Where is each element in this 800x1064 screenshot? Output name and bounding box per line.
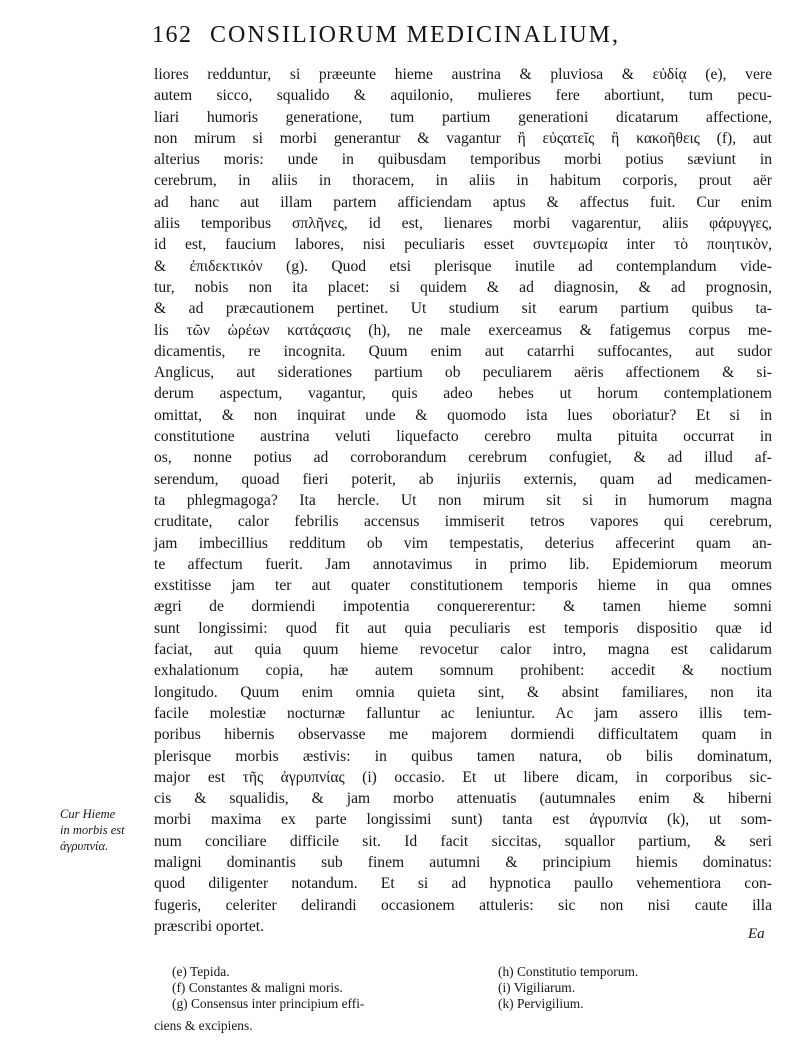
text-line: liari humoris generatione, tum partium generationi dicatarum affectione, [154,108,772,126]
margin-note-line: Cur Hieme [60,807,116,821]
text-line: lis τῶν ὡρέων κατάςασις (h), ne male exerceamus & fatigemus corpus me- [154,321,772,339]
text-line: serendum, quoad fieri poterit, ab injuriis externis, quam ad medicamen- [154,470,772,488]
text-line: maligni dominantis sub finem autumni & principium hiemis dominatus: [154,853,772,871]
text-line: & ἐπιδεκτικόν (g). Quod etsi plerisque inutile ad contemplandum vide- [154,257,772,275]
text-line: morbi maxima ex parte longissimi sunt) tanta est ἀγρυπνία (k), ut som- [154,811,772,829]
text-line: te affectum fuerit. Jam annotavimus in primo lib. Epidemiorum meorum [154,555,772,573]
main-text-block [154,64,772,937]
text-line: dicamentis, re incognita. Quum enim aut catarrhi suffocantes, aut sudor [154,342,772,360]
text-line: exstitisse jam ter aut quater constitutionem temporis hieme in qua omnes [154,577,772,595]
text-line: omittat, & non inquirat unde & quomodo ista lues oboriatur? Et si in [154,406,772,424]
text-line: id est, faucium labores, nisi peculiaris esset συντεμωρία inter τὸ ποιητικὸν, [154,236,772,254]
text-line: ægri de dormiendi impotentia conquererentur: & tamen hieme somni [154,598,772,616]
text-line: derum aspectum, vagantur, quis adeo hebes ut horum contemplationem [154,385,772,403]
text-line: exhalationum copia, hæ autem somnum prohibent: accedit & noctium [154,662,772,680]
margin-note-line: ἀγρυπνία. [60,839,109,853]
running-title: CONSILIORUM MEDICINALIUM, [210,22,620,48]
footnote: (k) Pervigilium. [498,996,584,1011]
text-line: sunt longissimi: quod fit aut quia peculiaris est temporis dispositio quæ id [154,619,772,637]
margin-note [60,806,152,854]
text-line: ta phlegmagoga? Ita hercle. Ut non mirum sit si in humorum magna [154,491,772,509]
text-line: fugeris, celeriter delirandi occasionem attuleris: sic non nisi caute illa [154,896,772,914]
text-line: aliis temporibus σπλῆνες, id est, lienares morbi vagarentur, aliis φάρυγγες, [154,215,772,233]
text-line: tur, nobis non ita placet: si quidem & ad diagnosin, & ad prognosin, [154,278,772,296]
text-line: cruditate, calor febrilis accensus immiserit tetros vapores qui cerebrum, [154,513,772,531]
text-line: Anglicus, aut siderationes partium ob peculiarem aëris affectionem & si- [154,364,772,382]
text-line: alterius moris: unde in quibusdam temporibus morbi potius sæviunt in [154,151,772,169]
text-line: os, nonne potius ad corroborandum cerebrum confugiet, & ad illud af- [154,449,772,467]
text-line: longitudo. Quum enim omnia quieta sint, & absint familiares, non ita [154,683,772,701]
text-line: num conciliare difficile sit. Id facit siccitas, squallor partium, & seri [154,832,772,850]
text-line: ad hanc aut illam partem afficiendam aptus & affectus fuit. Cur enim [154,193,772,211]
text-line: poribus hibernis observasse me majorem dormiendi difficultatem quam in [154,726,772,744]
text-line: jam imbecillius redditum ob vim tempestatis, deterius affecerint quam an- [154,534,772,552]
text-line: autem sicco, squalido & aquilonio, mulieres fere abortiunt, tum pecu- [154,87,772,105]
text-line: cis & squalidis, & jam morbo attenuatis (autumnales enim & hiberni [154,790,772,808]
text-line: major est τῆς ἀγρυπνίας (i) occasio. Et ut libere dicam, in corporibus sic- [154,768,772,786]
text-line: liores redduntur, si præeunte hieme austrina & pluviosa & εὐδίᾳ (e), vere [154,66,772,83]
text-line: facile molestiæ nocturnæ falluntur ac leniuntur. Ac jam assero illis tem- [154,704,772,722]
footnote-continuation: ciens & excipiens. [154,1018,253,1033]
text-line: constitutione austrina veluti liquefacto cerebro multa pituita occurrat in [154,428,772,446]
footnotes-right-column [498,964,738,1012]
footnote: (g) Consensus inter principium effi- [172,996,365,1011]
footnote: (e) Tepida. [172,964,230,979]
catchword: Ea [748,926,765,942]
footnote: (h) Constitutio temporum. [498,964,639,979]
text-line: præscribi oportet. [154,917,265,935]
footnote: (i) Vigiliarum. [498,980,576,995]
text-line: & ad præcautionem pertinet. Ut studium sit earum partium quibus ta- [154,300,772,318]
text-line: non mirum si morbi generantur & vagantur ἢ εὐςατεῖς ἢ κακοῆθεις (f), aut [154,129,772,147]
text-line: quod diligenter notandum. Et si ad hypnotica paullo vehementiora con- [154,875,772,893]
margin-note-line: in morbis est [60,823,125,837]
running-header [152,22,712,49]
page-number: 162 [152,22,193,48]
text-line: faciat, aut quia quum hieme revocetur calor intro, magna est calidarum [154,641,772,659]
footnotes-left-column [172,964,492,1012]
text-line: cerebrum, in aliis in thoracem, in aliis in habitum corporis, prout aër [154,172,772,190]
text-line: plerisque morbis æstivis: in quibus tamen natura, ob bilis dominatum, [154,747,772,765]
footnote: (f) Constantes & maligni moris. [172,980,343,995]
